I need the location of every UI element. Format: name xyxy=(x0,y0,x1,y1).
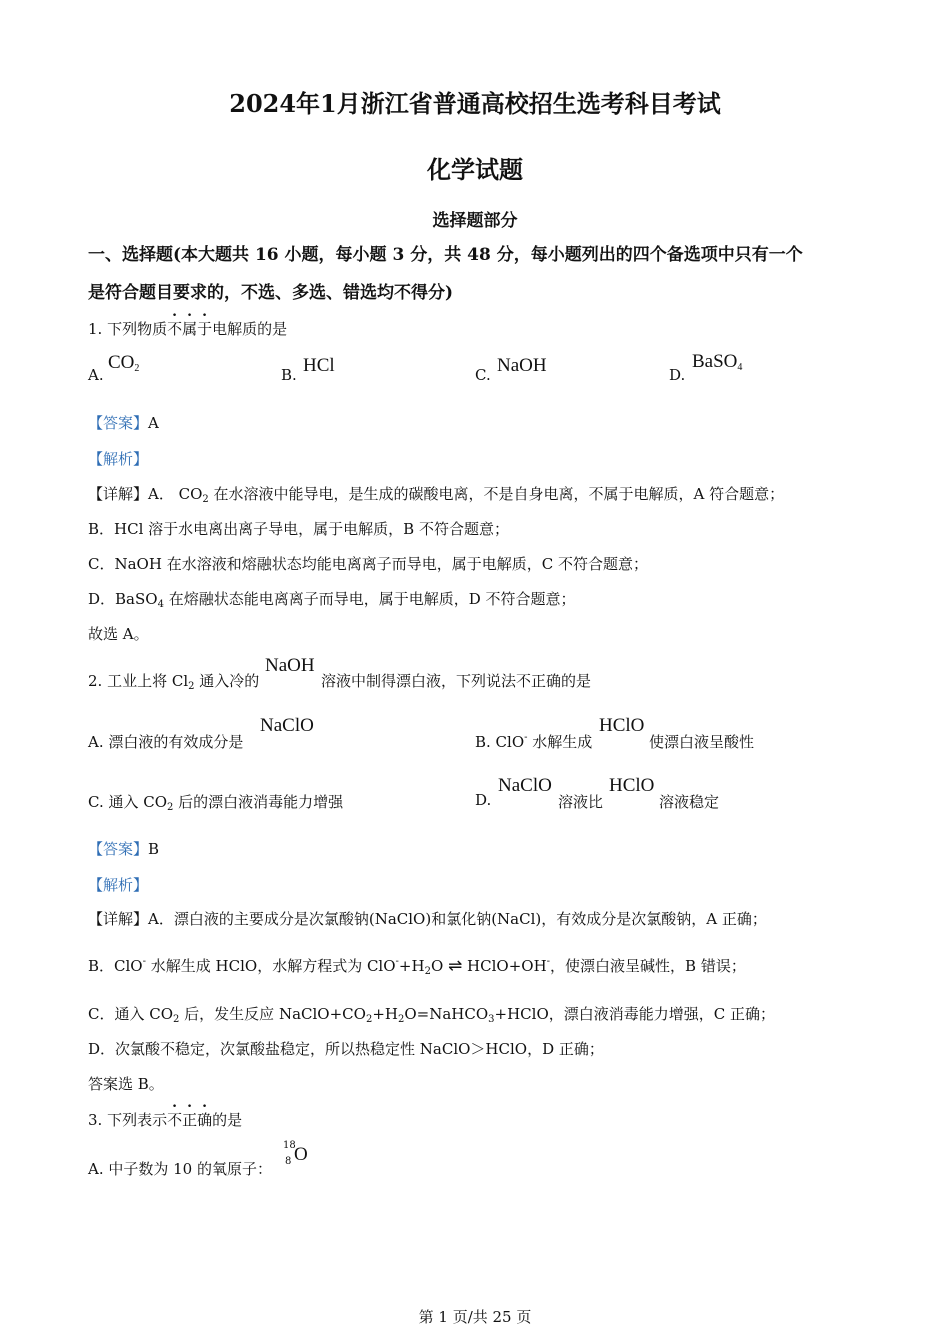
section-heading: 选择题部分 xyxy=(432,211,518,231)
q2-option-d-tail: 溶液稳定 xyxy=(659,793,720,811)
q1-detail-line-1: 【详解】A． $CO_2$ 在水溶液中能导电，是生成的碳酸电离，不是自身电离，不属于电解质，A 符合题意； xyxy=(88,485,785,505)
page-number: 第 1 页/共 25 页 xyxy=(418,1308,532,1326)
q1-detail-line-3: C．NaOH 在水溶液和熔融状态均能电离离子而导电，属于电解质，C 不符合题意； xyxy=(88,555,648,573)
q2-stem-tail: 溶液中制得漂白液，下列说法不正确的是 xyxy=(321,672,592,690)
q2-detail-line-4: D．次氯酸不稳定，次氯酸盐稳定，所以热稳定性 NaClO＞HClO，D 正确； xyxy=(88,1040,604,1058)
q3-stem-suffix: 的是 xyxy=(212,1111,243,1129)
q1-option-c-formula: NaOH xyxy=(497,355,547,376)
q2-detail-line-3: C．通入 $CO_2$ 后，发生反应 $NaClO+CO_2+H_2O=NaHCO_3+HClO$，漂白液消毒能力增强，C 正确； xyxy=(88,1005,775,1025)
q3-stem xyxy=(88,1109,242,1130)
q1-option-a-formula: $CO_2$ xyxy=(108,352,140,374)
paper-subtitle: 化学试题 xyxy=(427,155,523,184)
q1-stem-emphasis: 不属于 xyxy=(167,320,213,338)
q2-detail-line-2: B．ClO- 水解生成 HClO，水解方程式为 $ClO^-+H_2O$ ⇌ HClO+OH-，使漂白液呈碱性，B 错误； xyxy=(88,956,746,977)
answer-tag: 【答案】 xyxy=(88,414,149,432)
q1-option-d-formula: BaSO$_4$ xyxy=(692,351,743,373)
q1-analysis-tag: 【解析】 xyxy=(88,450,149,468)
exam-title: 2024年1月浙江省普通高校招生选考科目考试 xyxy=(229,89,721,118)
q1-conclusion: 故选 A。 xyxy=(88,625,149,643)
q1-stem xyxy=(88,318,287,339)
q2-stem-formula: NaOH xyxy=(265,655,315,676)
q1-option-b-formula: HCl xyxy=(303,355,335,376)
equilibrium-arrow-icon: ⇌ xyxy=(448,956,463,976)
q2-option-d-mid: 溶液比 xyxy=(558,793,604,811)
q2-stem: 2. 工业上将 $Cl_2$ 通入冷的 xyxy=(88,672,260,692)
q1-stem-prefix: 1. 下列物质 xyxy=(88,320,168,338)
q2-option-c-text: C. 通入 $CO_2$ 后的漂白液消毒能力增强 xyxy=(88,793,344,813)
q2-option-d-label: D. xyxy=(475,791,492,809)
q2-option-b-text: B. ClO- 水解生成 xyxy=(475,732,593,751)
q2-detail-line-1: 【详解】A．漂白液的主要成分是次氯酸钠(NaClO)和氯化钠(NaCl)，有效成分是次氯酸钠，A 正确； xyxy=(88,910,767,928)
q2-analysis-tag: 【解析】 xyxy=(88,876,149,894)
q1-stem-suffix: 电解质的是 xyxy=(212,320,288,338)
q1-answer: 【答案】A xyxy=(88,414,159,432)
instructions-line-1: 一、选择题(本大题共 16 小题，每小题 3 分，共 48 分，每小题列出的四个备选项中只有一个 xyxy=(88,245,803,265)
q2-conclusion: 答案选 B。 xyxy=(88,1075,164,1093)
q3-stem-emphasis: 不正确 xyxy=(167,1111,213,1129)
instructions-line-2: 是符合题目要求的，不选、多选、错选均不得分) xyxy=(88,283,454,303)
q1-option-d-label: D. xyxy=(669,366,686,384)
isotope-element: O xyxy=(294,1144,308,1165)
q2-option-b-tail: 使漂白液呈酸性 xyxy=(649,733,755,751)
q2-option-d-formula-1: NaClO xyxy=(498,775,552,796)
q1-detail-line-4: D．BaSO$_4$ 在熔融状态能电离离子而导电，属于电解质，D 不符合题意； xyxy=(88,590,576,610)
q3-stem-prefix: 3. 下列表示 xyxy=(88,1111,168,1129)
answer-tag: 【答案】 xyxy=(88,840,149,858)
q3-option-a-text: A. 中子数为 10 的氧原子： xyxy=(88,1160,272,1178)
isotope-mass-number: 18 xyxy=(283,1140,296,1151)
isotope-atomic-number: 8 xyxy=(285,1156,292,1167)
q2-answer: 【答案】B xyxy=(88,840,160,858)
q1-detail-line-2: B．HCl 溶于水电离出离子导电，属于电解质，B 不符合题意； xyxy=(88,520,509,538)
q1-option-a-label: A. xyxy=(88,366,104,384)
q3-option-a-isotope xyxy=(283,1142,309,1172)
q2-option-a-text: A. 漂白液的有效成分是 xyxy=(88,733,244,751)
q2-option-b-formula: HClO xyxy=(599,715,645,736)
q2-option-d-formula-2: HClO xyxy=(609,775,655,796)
q1-option-b-label: B. xyxy=(281,366,297,384)
q1-option-c-label: C. xyxy=(475,366,491,384)
q2-option-a-formula: NaClO xyxy=(260,715,314,736)
